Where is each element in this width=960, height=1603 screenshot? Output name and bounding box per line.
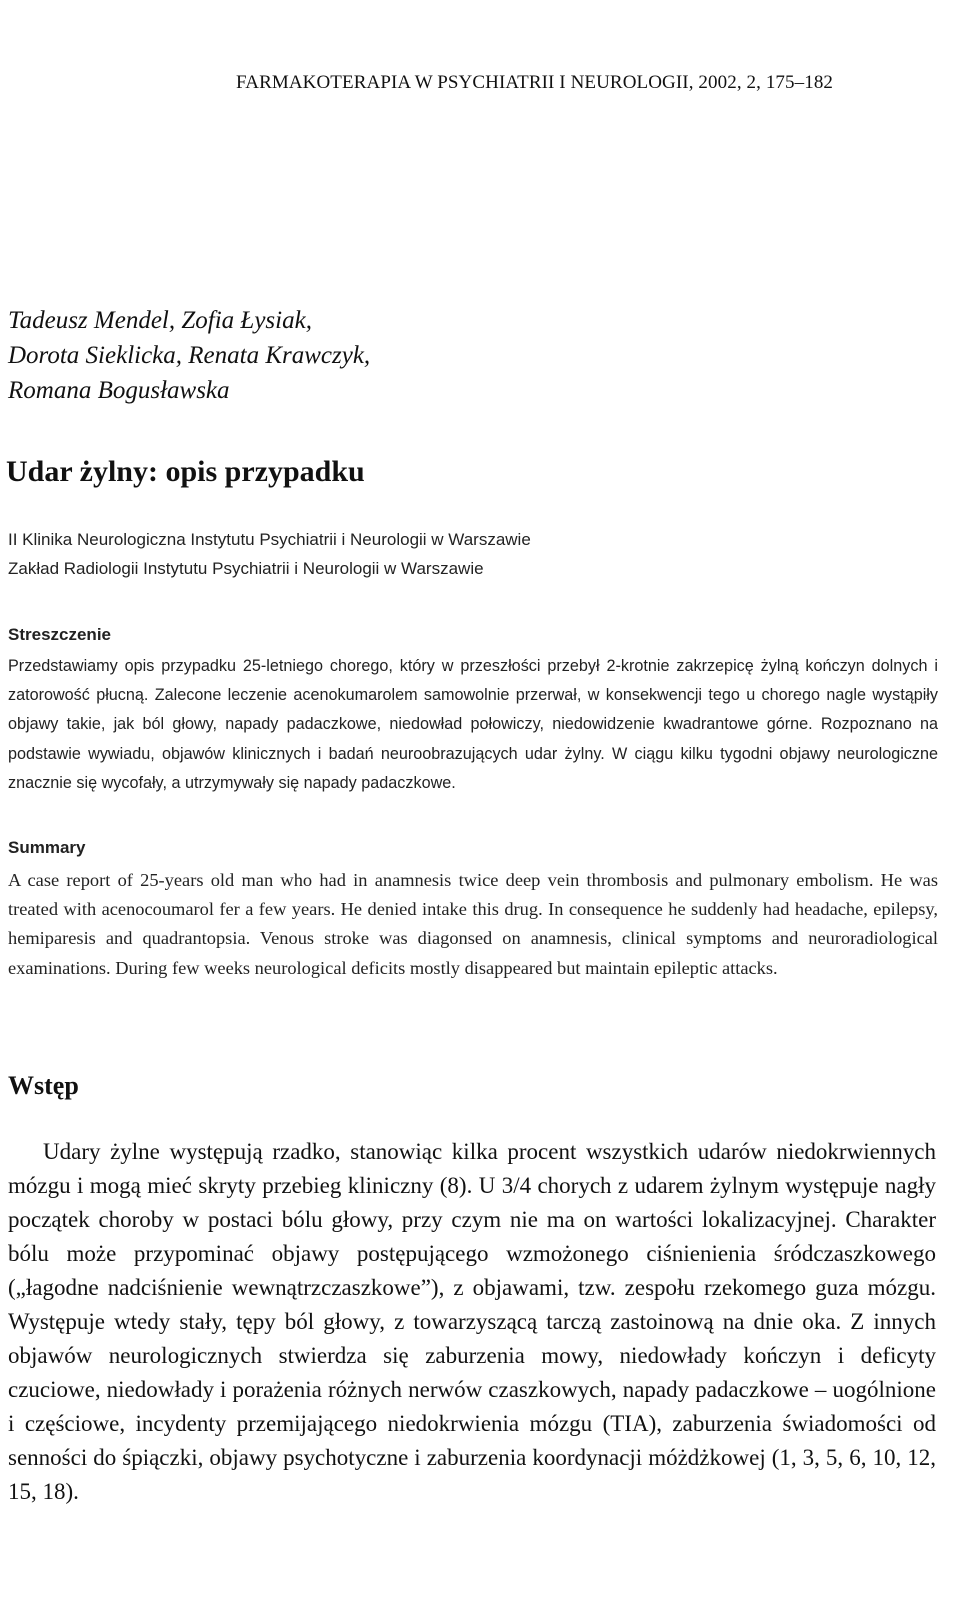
streszczenie-heading: Streszczenie <box>8 625 111 644</box>
affiliation-line: II Klinika Neurologiczna Instytutu Psychiatrii i Neurologii w Warszawie <box>8 530 531 549</box>
summary-text: A case report of 25-years old man who had in anamnesis twice deep vein thrombosis and pulmonary embolism. He was treated with acenocoumarol fer a few years. He denied intake this drug. In consequence he suddenly had headache, epilepsy, hemiparesis and quadrantopsia. Venous stroke was diagonsed on anamnesis, clinical symptoms and neuroradiological examinations. During few weeks neurological deficits mostly disappeared but maintain epileptic attacks. <box>8 870 938 978</box>
summary-heading: Summary <box>8 838 86 857</box>
author-line: Romana Bogusławska <box>8 377 230 404</box>
affiliation-line: Zakład Radiologii Instytutu Psychiatrii i Neurologii w Warszawie <box>8 559 484 578</box>
author-list <box>8 303 370 408</box>
author-line: Tadeusz Mendel, Zofia Łysiak, <box>8 307 312 334</box>
streszczenie-text: Przedstawiamy opis przypadku 25-letniego chorego, który w przeszłości przebył 2-krotnie zakrzepicę żylną kończyn dolnych i zatorowość płucną. Zalecone leczenie acenokumarolem samowolnie przerwał, w konsekwencji tego u chorego nagle wystąpiły objawy takie, jak ból głowy, napady padaczkowe, niedowład połowiczy, niedowidzenie kwadrantowe górne. Rozpoznano na podstawie wywiadu, objawów klinicznych i badań neuroobrazujących udar żylny. W ciągu kilku tygodni objawy neurologiczne znacznie się wycofały, a utrzymywały się napady padaczkowe. <box>8 657 938 792</box>
journal-header: FARMAKOTERAPIA W PSYCHIATRII I NEUROLOGII, 2002, 2, 175–182 <box>236 72 834 93</box>
wstep-text: Udary żylne występują rzadko, stanowiąc kilka procent wszystkich udarów niedokrwiennych mózgu i mogą mieć skryty przebieg kliniczny (8). U 3/4 chorych z udarem żylnym występuje nagły początek choroby w postaci bólu głowy, przy czym nie ma on wartości lokalizacyjnej. Charakter bólu może przypominać objawy postępującego wzmożonego ciśnienienia śródczaszkowego („łagodne nadciśnienie wewnątrzczaszkowe”), z objawami, tzw. zespołu rzekomego guza mózgu. Występuje wtedy stały, tępy ból głowy, z towarzyszącą tarczą zastoinową na dnie oka. Z innych objawów neurologicznych stwierdza się zaburzenia mowy, niedowłady kończyn i deficyty czuciowe, niedowłady i porażenia różnych nerwów czaszkowych, napady padaczkowe – uogólnione i częściowe, incydenty przemijającego niedokrwienia mózgu (TIA), zaburzenia świadomości od senności do śpiączki, objawy psychotyczne i zaburzenia koordynacji móżdżkowej (1, 3, 5, 6, 10, 12, 15, 18). <box>8 1139 936 1504</box>
affiliation-list <box>8 525 531 583</box>
author-line: Dorota Sieklicka, Renata Krawczyk, <box>8 342 371 369</box>
article-title: Udar żylny: opis przypadku <box>6 455 365 488</box>
wstep-heading: Wstęp <box>8 1071 79 1100</box>
